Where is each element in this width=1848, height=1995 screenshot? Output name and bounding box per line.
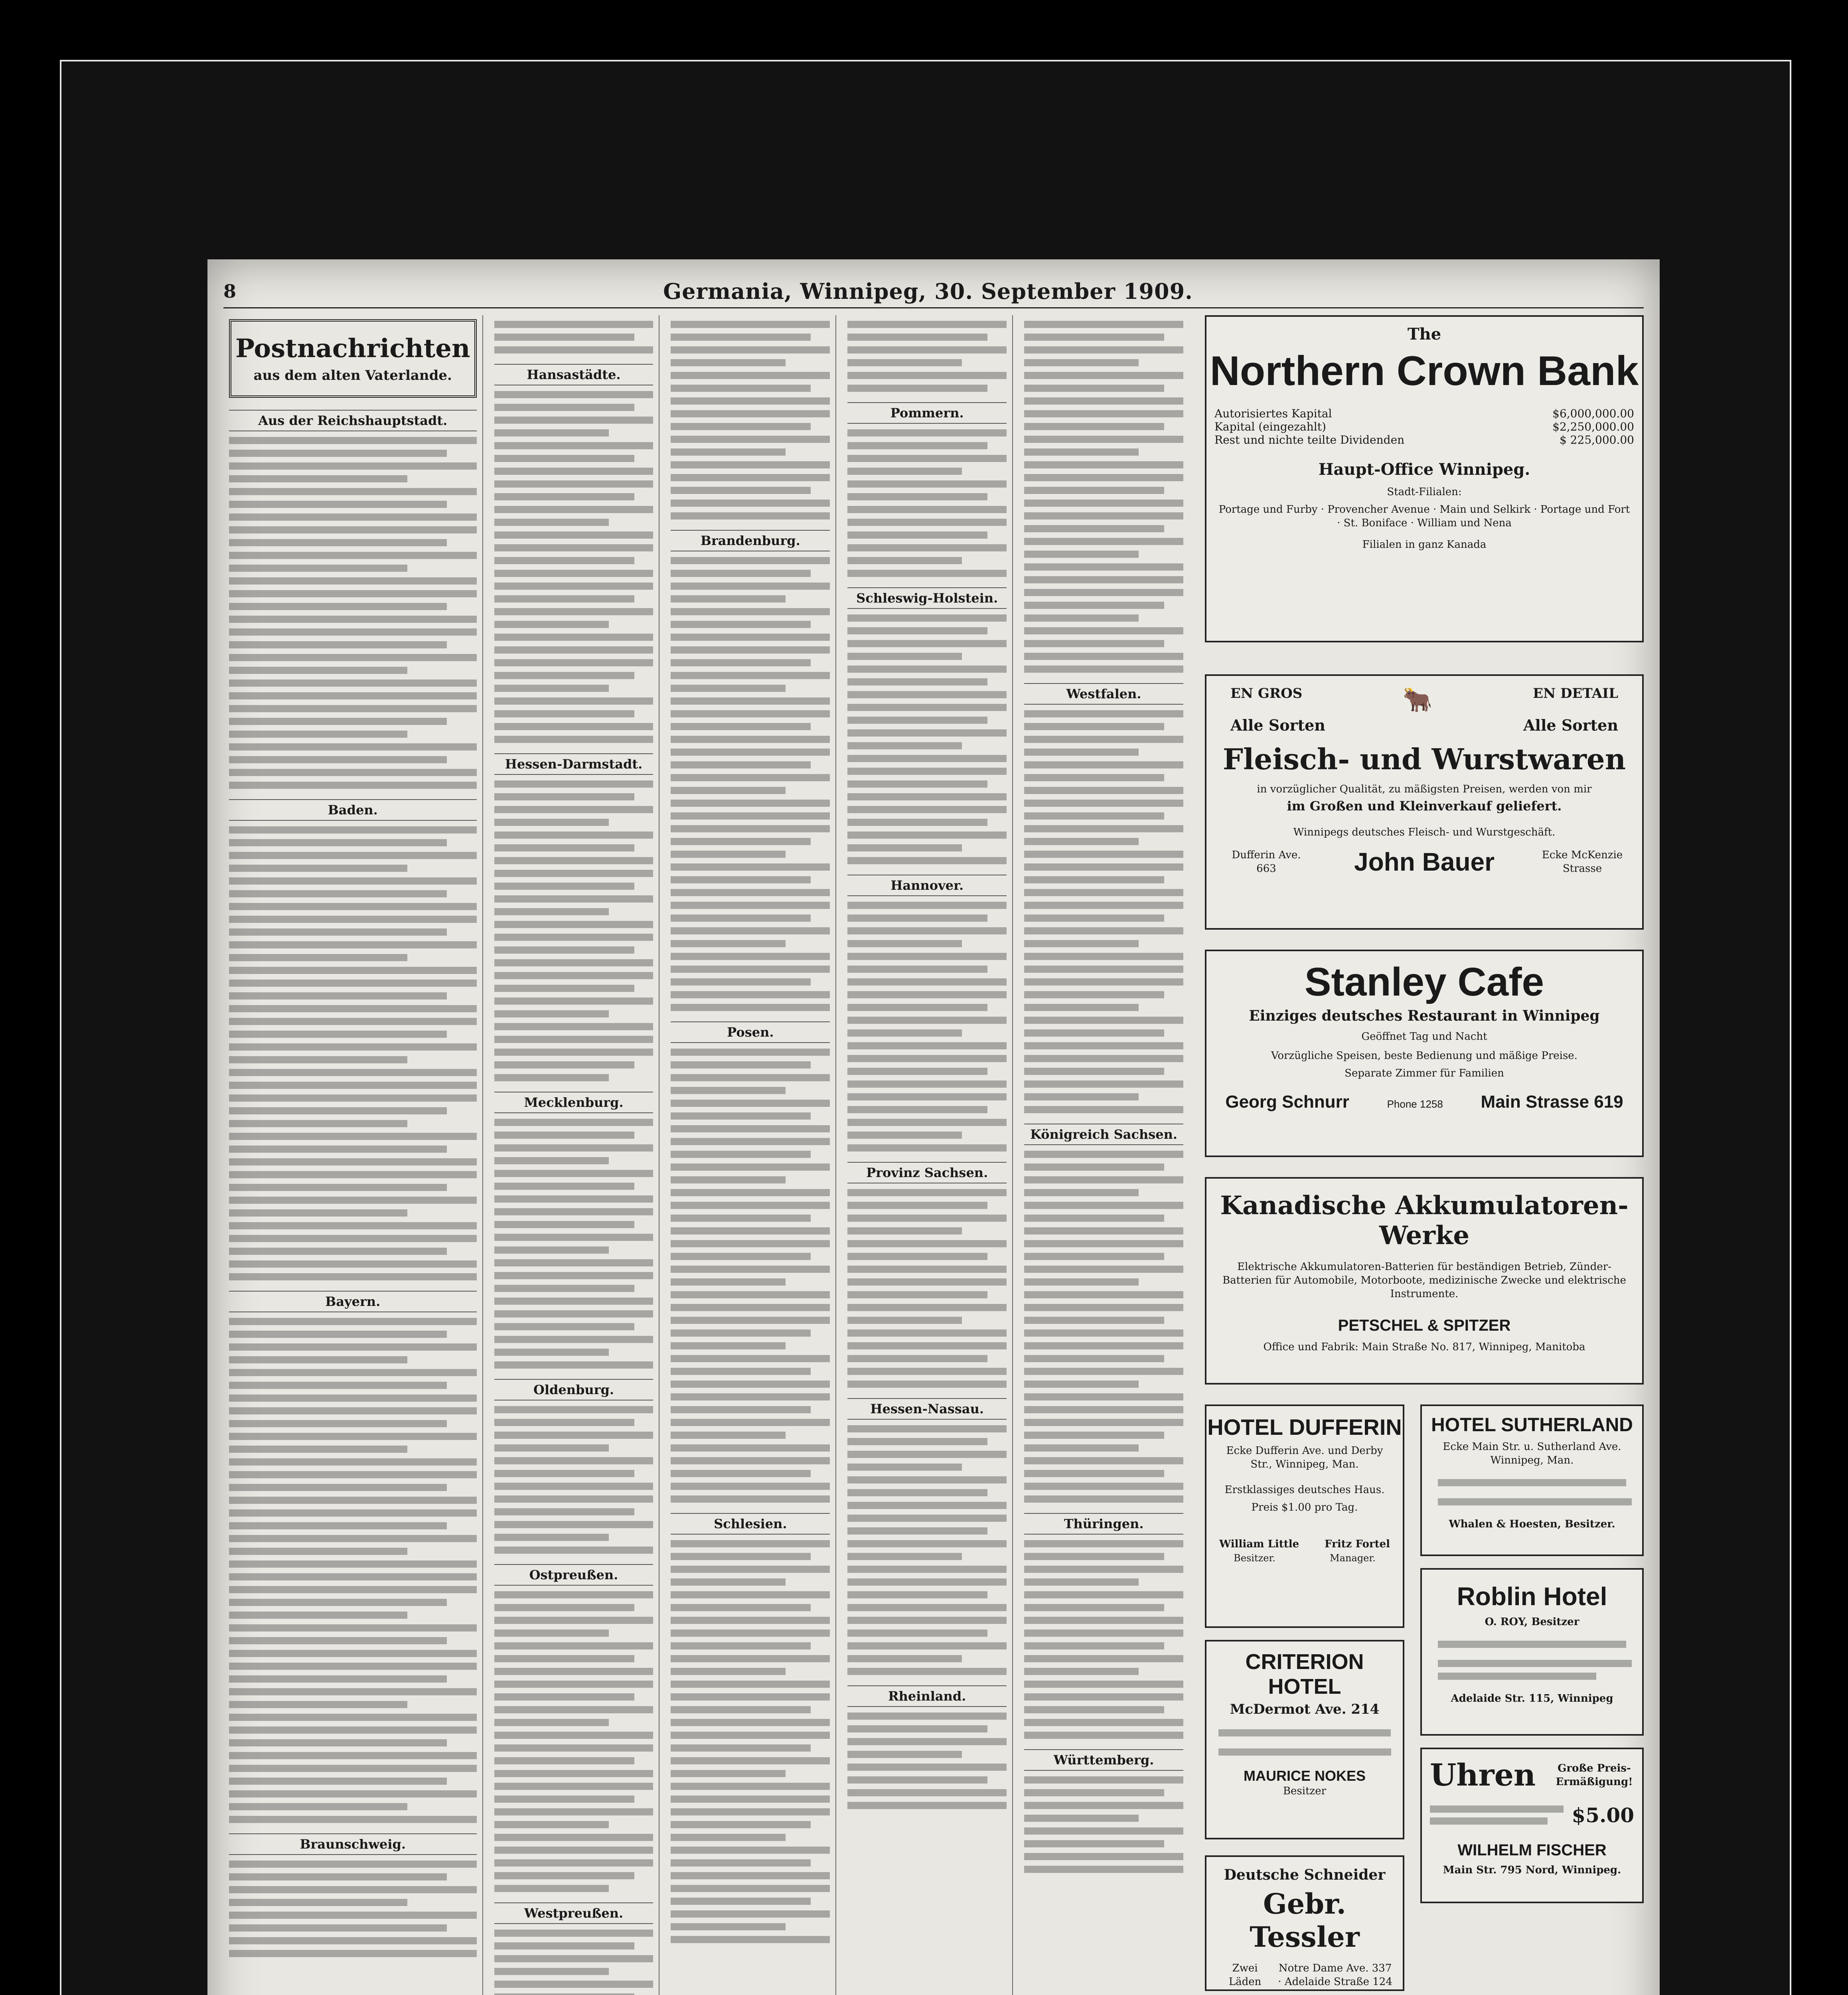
section-subtitle: aus dem alten Vaterlande. bbox=[253, 367, 452, 383]
fleisch-address-right: Ecke McKenzie Strasse bbox=[1542, 849, 1623, 875]
section-heading: Schlesien. bbox=[671, 1513, 830, 1535]
section-heading: Königreich Sachsen. bbox=[1024, 1124, 1183, 1145]
section-heading: Provinz Sachsen. bbox=[847, 1162, 1007, 1183]
column-2 bbox=[489, 315, 660, 1995]
dufferin-line1: Erstklassiges deutsches Haus. bbox=[1224, 1484, 1385, 1496]
fleisch-owner: John Bauer bbox=[1354, 847, 1495, 876]
dufferin-role-right: Manager. bbox=[1330, 1553, 1376, 1564]
roblin-owner: O. ROY, Besitzer bbox=[1485, 1616, 1579, 1628]
section-heading: Hannover. bbox=[847, 875, 1007, 896]
uhren-side: Große Preis-Ermäßigung! bbox=[1556, 1762, 1633, 1788]
ad-stanley-cafe bbox=[1205, 950, 1644, 1157]
advertisements bbox=[1205, 315, 1644, 1995]
ad-roblin-hotel bbox=[1420, 1568, 1644, 1736]
bull-icon: 🐂 bbox=[1402, 686, 1433, 714]
uhren-owner: WILHELM FISCHER bbox=[1457, 1841, 1607, 1859]
bank-row-label: Kapital (eingezahlt) bbox=[1214, 420, 1326, 433]
bank-row-value: $ 225,000.00 bbox=[1559, 433, 1634, 446]
column-3 bbox=[665, 315, 836, 1995]
roblin-name: Roblin Hotel bbox=[1457, 1582, 1607, 1611]
criterion-role: Besitzer bbox=[1283, 1785, 1327, 1797]
fleisch-sub-left: Alle Sorten bbox=[1230, 716, 1325, 734]
sutherland-name: HOTEL SUTHERLAND bbox=[1431, 1414, 1633, 1436]
newspaper-page bbox=[207, 259, 1660, 1995]
section-heading: Oldenburg. bbox=[494, 1379, 654, 1400]
section-heading: Bayern. bbox=[229, 1291, 477, 1312]
sutherland-address: Ecke Main Str. u. Sutherland Ave. Winnipeg, Man. bbox=[1443, 1441, 1621, 1466]
tessler-name: Gebr. Tessler bbox=[1250, 1887, 1360, 1954]
tessler-right: Notre Dame Ave. 337 · Adelaide Straße 124 bbox=[1278, 1962, 1392, 1988]
uhren-price: $5.00 bbox=[1572, 1803, 1634, 1827]
stanley-phone: Phone 1258 bbox=[1387, 1098, 1443, 1110]
dufferin-address: Ecke Dufferin Ave. und Derby Str., Winnipeg, Man. bbox=[1226, 1445, 1383, 1470]
fleisch-address-left: Dufferin Ave. 663 bbox=[1232, 849, 1301, 875]
bank-row-label: Rest und nichte teilte Dividenden bbox=[1214, 433, 1405, 446]
stanley-subtitle: Einziges deutsches Restaurant in Winnipeg bbox=[1249, 1007, 1600, 1024]
ad-uhren bbox=[1420, 1748, 1644, 1903]
bank-row-value: $6,000,000.00 bbox=[1552, 407, 1634, 420]
bank-branches-title: Stadt-Filialen: bbox=[1387, 486, 1462, 498]
fleisch-sub-right: Alle Sorten bbox=[1523, 716, 1618, 734]
bank-footer: Filialen in ganz Kanada bbox=[1362, 539, 1487, 551]
bank-row bbox=[1206, 407, 1642, 420]
bank-row bbox=[1206, 420, 1642, 433]
tessler-left: Zwei Läden bbox=[1228, 1962, 1262, 1988]
ad-bank-name: Northern Crown Bank bbox=[1210, 348, 1639, 394]
section-heading: Brandenburg. bbox=[671, 530, 830, 551]
roblin-address: Adelaide Str. 115, Winnipeg bbox=[1451, 1693, 1613, 1705]
ad-hotel-dufferin bbox=[1205, 1404, 1404, 1628]
section-heading: Rheinland. bbox=[847, 1685, 1007, 1707]
column-1 bbox=[223, 315, 483, 1995]
ad-hotel-sutherland bbox=[1420, 1404, 1644, 1556]
stanley-address: Main Strasse 619 bbox=[1481, 1092, 1623, 1112]
section-title: Postnachrichten bbox=[235, 334, 470, 363]
bank-row-label: Autorisiertes Kapital bbox=[1214, 407, 1332, 420]
uhren-headline: Uhren bbox=[1430, 1757, 1536, 1793]
tessler-top: Deutsche Schneider bbox=[1224, 1867, 1386, 1883]
section-heading: Hessen-Darmstadt. bbox=[494, 753, 654, 775]
page-number: 8 bbox=[223, 280, 237, 302]
akku-address: Office und Fabrik: Main Straße No. 817, Winnipeg, Manitoba bbox=[1263, 1341, 1585, 1353]
section-heading: Westpreußen. bbox=[494, 1902, 654, 1924]
akku-company: PETSCHEL & SPITZER bbox=[1338, 1317, 1511, 1334]
dufferin-owner-left: William Little bbox=[1219, 1538, 1299, 1550]
section-heading: Hessen-Nassau. bbox=[847, 1398, 1007, 1420]
section-heading: Hansastädte. bbox=[494, 364, 654, 385]
criterion-address: McDermot Ave. 214 bbox=[1230, 1701, 1380, 1717]
ad-akkumulatoren bbox=[1205, 1177, 1644, 1385]
bank-row bbox=[1206, 433, 1642, 446]
dufferin-owner-right: Fritz Fortel bbox=[1325, 1538, 1390, 1550]
section-heading: Ostpreußen. bbox=[494, 1564, 654, 1586]
section-heading: Schleswig-Holstein. bbox=[847, 587, 1007, 609]
column-4 bbox=[842, 315, 1013, 1995]
akku-headline: Kanadische Akkumulatoren-Werke bbox=[1220, 1191, 1629, 1250]
fleisch-line2: im Großen und Kleinverkauf geliefert. bbox=[1287, 798, 1562, 814]
stanley-name: Stanley Cafe bbox=[1304, 960, 1544, 1004]
fleisch-line1: in vorzüglicher Qualität, zu mäßigsten Preisen, werden von mir bbox=[1257, 783, 1592, 795]
ad-bank-the: The bbox=[1407, 325, 1441, 344]
section-heading: Aus der Reichshauptstadt. bbox=[229, 410, 477, 431]
dufferin-role-left: Besitzer. bbox=[1234, 1553, 1275, 1564]
ad-gebr-tessler bbox=[1205, 1855, 1404, 1991]
masthead: Germania, Winnipeg, 30. September 1909. bbox=[663, 279, 1193, 304]
fleisch-right: EN DETAIL bbox=[1533, 685, 1618, 701]
section-heading: Posen. bbox=[671, 1021, 830, 1043]
section-heading: Baden. bbox=[229, 799, 477, 821]
ad-john-bauer bbox=[1205, 674, 1644, 930]
sutherland-owner: Whalen & Hoesten, Besitzer. bbox=[1449, 1518, 1615, 1530]
stanley-owner: Georg Schnurr bbox=[1225, 1092, 1349, 1112]
section-heading: Thüringen. bbox=[1024, 1513, 1183, 1535]
criterion-name: CRITERION HOTEL bbox=[1245, 1650, 1364, 1699]
section-heading: Pommern. bbox=[847, 402, 1007, 424]
bank-row-value: $2,250,000.00 bbox=[1552, 420, 1634, 433]
fleisch-line3: Winnipegs deutsches Fleisch- und Wurstgeschäft. bbox=[1293, 826, 1556, 838]
stanley-line1: Geöffnet Tag und Nacht bbox=[1361, 1031, 1487, 1043]
fleisch-left: EN GROS bbox=[1230, 685, 1303, 701]
criterion-owner: MAURICE NOKES bbox=[1243, 1768, 1366, 1784]
akku-line1: Elektrische Akkumulatoren-Batterien für beständigen Betrieb, Zünder-Batterien für Automobile, Motorboote, medizinische Zwecke und elektrische Instrumente. bbox=[1222, 1261, 1626, 1300]
stanley-line3: Separate Zimmer für Familien bbox=[1345, 1067, 1504, 1079]
section-heading: Württemberg. bbox=[1024, 1749, 1183, 1771]
section-heading: Westfalen. bbox=[1024, 683, 1183, 705]
dufferin-line2: Preis $1.00 pro Tag. bbox=[1251, 1501, 1358, 1513]
uhren-address: Main Str. 795 Nord, Winnipeg. bbox=[1443, 1864, 1621, 1876]
ad-criterion-hotel bbox=[1205, 1640, 1404, 1839]
bank-branches: Portage und Furby · Provencher Avenue · Main und Selkirk · Portage und Fort · St. Boniface · William und Nena bbox=[1218, 504, 1630, 529]
article-columns bbox=[223, 315, 1189, 1995]
ad-northern-crown-bank bbox=[1205, 315, 1644, 642]
bank-office: Haupt-Office Winnipeg. bbox=[1318, 460, 1530, 479]
fleisch-headline: Fleisch- und Wurstwaren bbox=[1222, 742, 1626, 776]
dufferin-name: HOTEL DUFFERIN bbox=[1207, 1414, 1402, 1440]
stanley-line2: Vorzügliche Speisen, beste Bedienung und mäßige Preise. bbox=[1271, 1050, 1578, 1062]
column-5 bbox=[1019, 315, 1189, 1995]
section-heading: Mecklenburg. bbox=[494, 1092, 654, 1113]
page-header bbox=[223, 275, 1644, 308]
section-heading: Braunschweig. bbox=[229, 1833, 477, 1855]
section-title-box bbox=[229, 319, 477, 398]
